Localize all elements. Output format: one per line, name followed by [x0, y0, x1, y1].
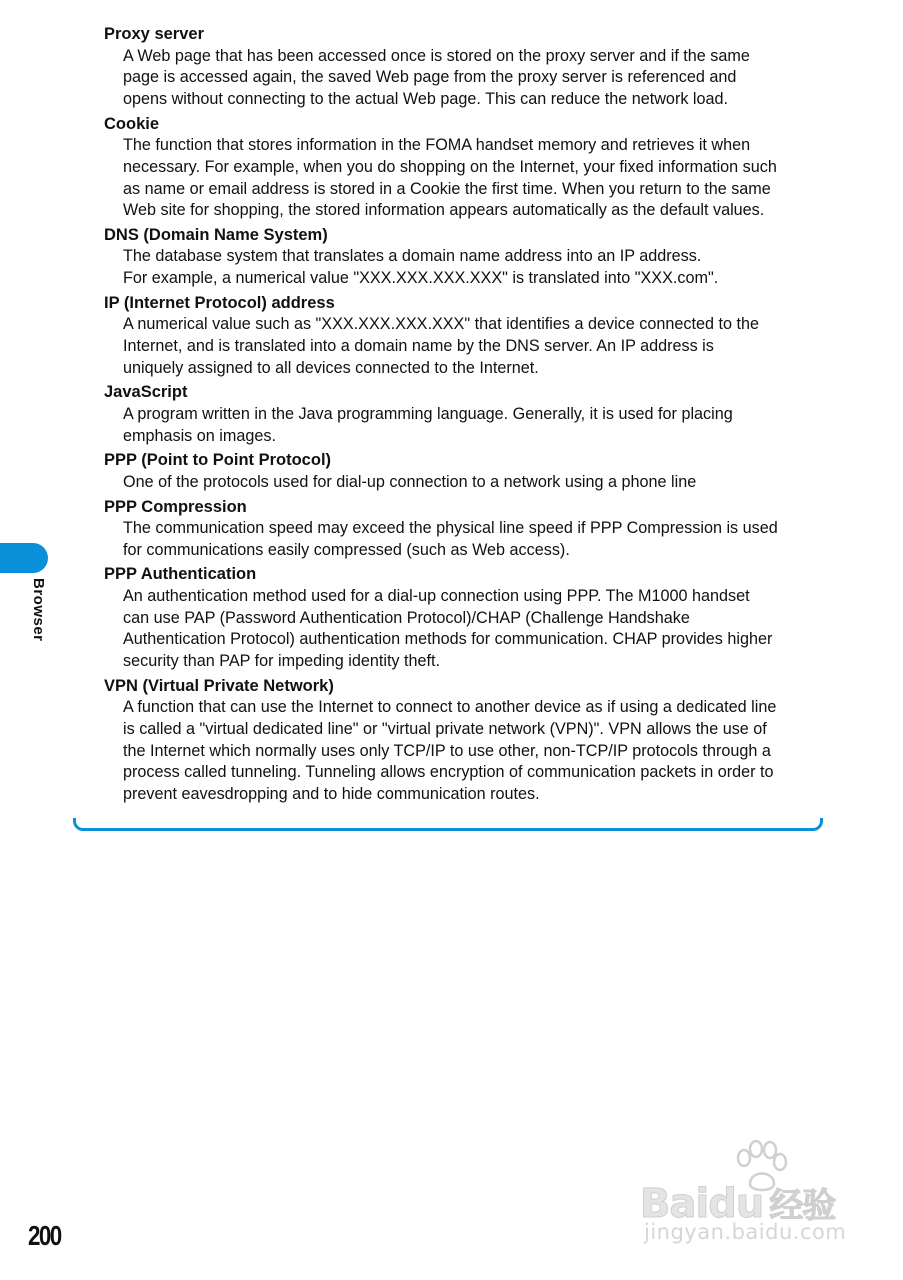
- definition-line: An authentication method used for a dial-up connection using PPP. The M1000 handset: [123, 586, 750, 605]
- term-heading: Cookie: [104, 114, 160, 133]
- definition-line: A function that can use the Internet to connect to another device as if using a dedicated line: [123, 698, 777, 717]
- glossary-entry-ip-address: [104, 293, 816, 380]
- definition-line: page is accessed again, the saved Web page from the proxy server is referenced and: [123, 68, 737, 87]
- baidu-watermark: [640, 1140, 860, 1250]
- glossary-entry-cookie: [104, 114, 816, 222]
- term-definition: [104, 586, 816, 673]
- term-definition: [104, 404, 816, 447]
- watermark-brand-bai: Bai: [640, 1181, 709, 1227]
- chapter-tab-marker: [0, 543, 48, 573]
- term-definition: [104, 135, 816, 222]
- term-definition: [104, 472, 816, 494]
- term-definition: [104, 697, 816, 806]
- definition-line: security than PAP for impeding identity theft.: [123, 652, 441, 671]
- section-bottom-bracket: [73, 818, 823, 831]
- definition-line: For example, a numerical value "XXX.XXX.XXX.XXX" is translated into "XXX.com".: [123, 269, 719, 288]
- term-definition: [104, 518, 816, 561]
- definition-line: Web site for shopping, the stored information appears automatically as the default values.: [123, 201, 765, 220]
- term-definition: [104, 246, 816, 289]
- definition-line: as name or email address is stored in a Cookie the first time. When you return to the same: [123, 179, 771, 198]
- term-heading: Proxy server: [104, 25, 204, 43]
- glossary-entry-ppp: [104, 450, 816, 493]
- glossary-entry-ppp-compression: [104, 497, 816, 562]
- definition-line: prevent eavesdropping and to hide communication routes.: [123, 785, 540, 804]
- glossary-list: [104, 24, 816, 809]
- definition-line: A numerical value such as "XXX.XXX.XXX.XXX" that identifies a device connected to the: [123, 315, 759, 334]
- term-heading: PPP (Point to Point Protocol): [104, 451, 332, 470]
- definition-line: Internet, and is translated into a domain name by the DNS server. An IP address is: [123, 337, 714, 356]
- definition-line: The communication speed may exceed the physical line speed if PPP Compression is used: [123, 519, 778, 538]
- term-heading: PPP Authentication: [104, 565, 257, 584]
- definition-line: for communications easily compressed (such as Web access).: [123, 540, 570, 559]
- definition-line: necessary. For example, when you do shopping on the Internet, your fixed information such: [123, 157, 777, 176]
- page-number: 200: [28, 1220, 61, 1251]
- term-heading: JavaScript: [104, 383, 188, 402]
- definition-line: is called a "virtual dedicated line" or "virtual private network (VPN)". VPN allows the use of: [123, 719, 767, 738]
- glossary-entry-javascript: [104, 382, 816, 447]
- definition-line: The database system that translates a domain name address into an IP address.: [123, 247, 702, 266]
- definition-line: uniquely assigned to all devices connected to the Internet.: [123, 358, 539, 377]
- term-definition: [104, 46, 816, 111]
- definition-line: opens without connecting to the actual Web page. This can reduce the network load.: [123, 89, 729, 108]
- definition-line: The function that stores information in the FOMA handset memory and retrieves it when: [123, 136, 751, 155]
- definition-line: Authentication Protocol) authentication methods for communication. CHAP provides higher: [123, 630, 773, 649]
- glossary-entry-proxy-server: [104, 24, 816, 111]
- term-heading: PPP Compression: [104, 497, 247, 516]
- term-heading: DNS (Domain Name System): [104, 225, 328, 244]
- glossary-entry-dns: [104, 225, 816, 290]
- definition-line: A Web page that has been accessed once is stored on the proxy server and if the same: [123, 46, 750, 65]
- glossary-entry-ppp-authentication: [104, 564, 816, 672]
- term-definition: [104, 314, 816, 379]
- glossary-entry-vpn: [104, 676, 816, 806]
- definition-line: emphasis on images.: [123, 426, 276, 445]
- definition-line: process called tunneling. Tunneling allows encryption of communication packets in order to: [123, 763, 774, 782]
- term-heading: IP (Internet Protocol) address: [104, 293, 335, 312]
- watermark-brand-du: du: [708, 1181, 764, 1227]
- definition-line: A program written in the Java programming language. Generally, it is used for placing: [123, 404, 733, 423]
- definition-line: the Internet which normally uses only TCP/IP to use other, non-TCP/IP protocols through a: [123, 741, 771, 760]
- watermark-brand-cn: 经验: [769, 1186, 836, 1226]
- definition-line: can use PAP (Password Authentication Protocol)/CHAP (Challenge Handshake: [123, 608, 690, 627]
- watermark-url: jingyan.baidu.com: [644, 1220, 847, 1244]
- definition-line: One of the protocols used for dial-up connection to a network using a phone line: [123, 472, 697, 491]
- term-heading: VPN (Virtual Private Network): [104, 676, 334, 695]
- chapter-tab-label: Browser: [30, 578, 47, 642]
